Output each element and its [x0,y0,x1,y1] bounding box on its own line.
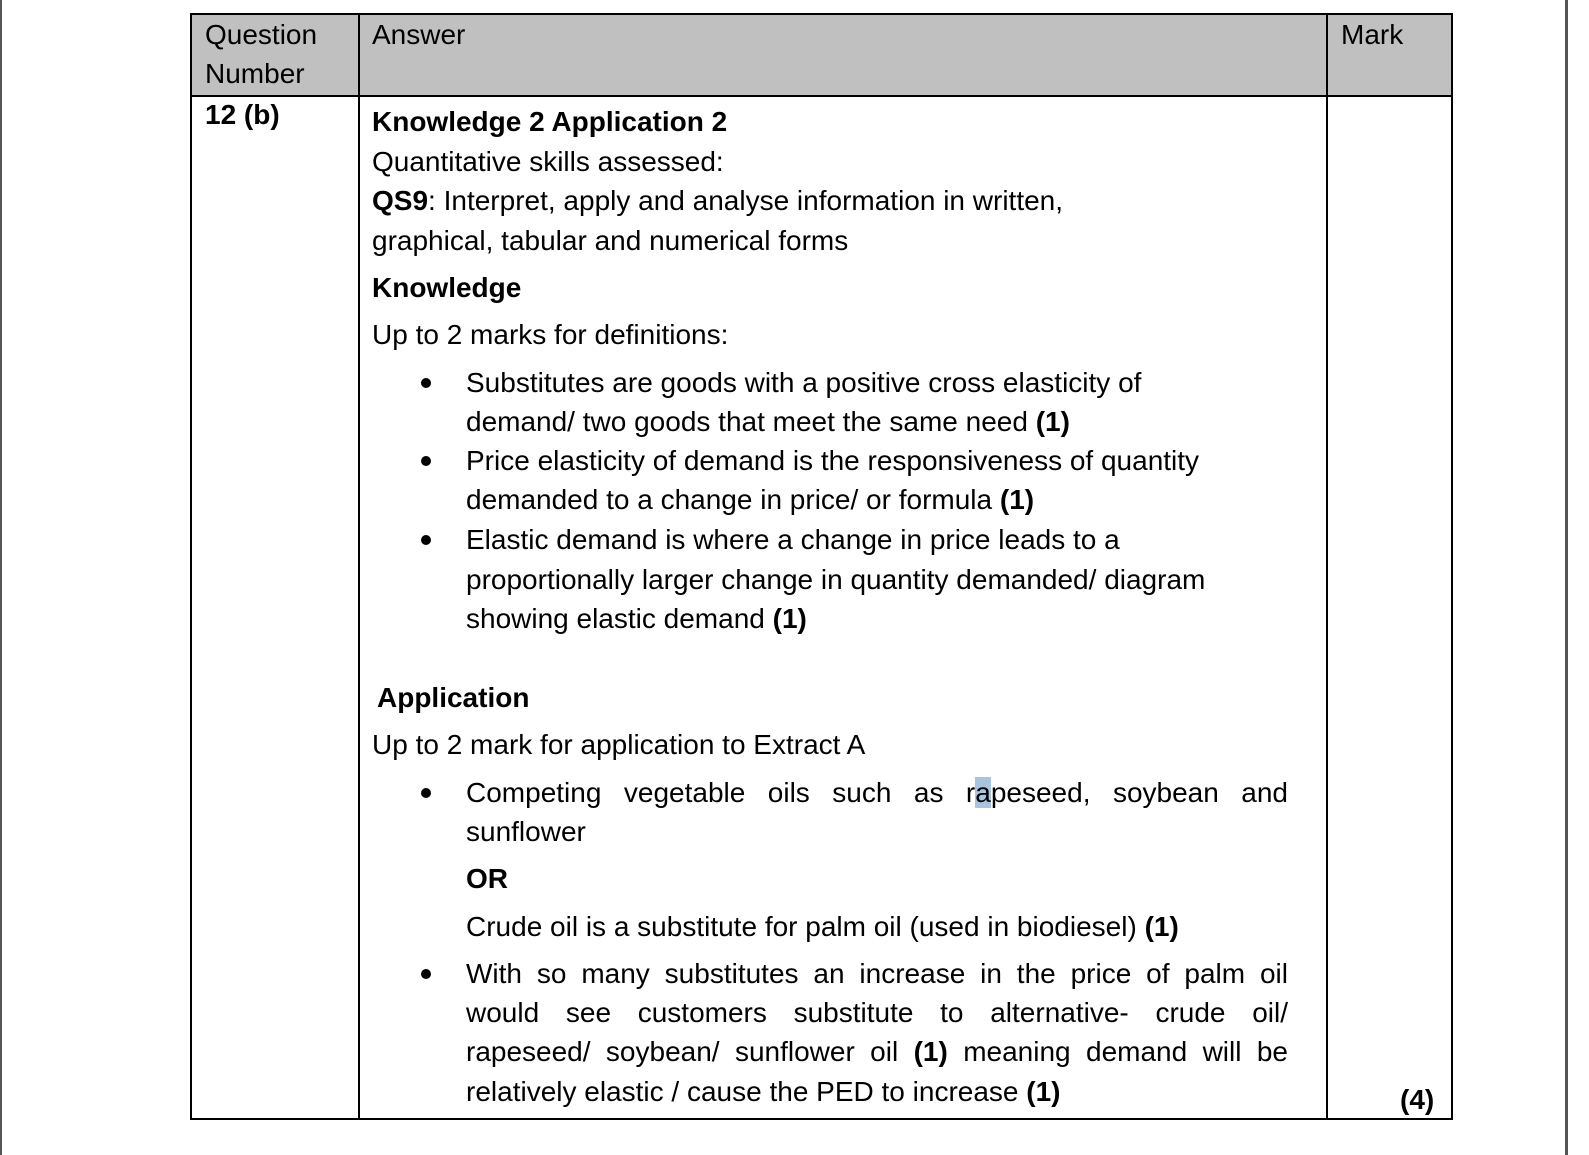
mark-value: (1) [772,603,807,634]
app-bullet-2-line2: would see customers substitute to alternative- crude oil/ [466,997,1288,1028]
knowledge-bullet-1-line2 [466,402,1070,442]
mark-value: (1) [1035,406,1070,437]
application-heading: Application [377,682,530,713]
mark-value: (1) [999,484,1035,515]
text: Crude oil is a substitute for palm oil (used in biodiesel) [466,911,1145,942]
text: showing elastic demand [466,603,773,634]
app-bullet-2: With so many substitutes an increase in the price of palm oil [466,958,1288,989]
bullet-icon [421,378,431,388]
app-bullet-1-alt [466,907,1179,947]
qs-intro: Quantitative skills assessed: [372,146,724,177]
knowledge-bullet-2: Price elasticity of demand is the responsiveness of quantity [466,445,1200,476]
mark-value: (1) [913,1036,948,1067]
header-question: Question [205,19,318,50]
question-number: 12 (b) [205,99,280,130]
header-mark: Mark [1341,19,1404,50]
mark-value: (1) [1026,1076,1061,1107]
application-intro: Up to 2 mark for application to Extract A [372,729,866,760]
app-bullet-1-line2: sunflower [466,816,586,847]
knowledge-intro: Up to 2 marks for definitions: [372,319,729,350]
text: demand/ two goods that meet the same need [466,406,1036,437]
text: meaning demand will be [947,1036,1288,1067]
knowledge-bullet-3: Elastic demand is where a change in price leads to a [466,524,1120,555]
column-divider [358,15,360,1118]
qs-line [372,181,1063,221]
text: Competing vegetable oils such as r [466,777,976,808]
page-edge-left [0,0,2,1155]
text: demanded to a change in price/ or formula [466,484,1000,515]
mark-value: (1) [1144,911,1179,942]
page-edge-right [1565,0,1589,1155]
bullet-icon [421,456,431,466]
text: peseed, soybean and [990,777,1288,808]
bullet-icon [421,788,431,798]
app-bullet-1 [466,773,1288,813]
text: rapeseed/ soybean/ sunflower oil [466,1036,914,1067]
app-bullet-2-line4 [466,1072,1061,1112]
bullet-icon [421,535,431,545]
selected-text: a [975,777,991,808]
knowledge-bullet-2-line2 [466,480,1034,520]
knowledge-heading: Knowledge [372,272,522,303]
answer-title: Knowledge 2 Application 2 [372,106,728,137]
header-number: Number [205,58,305,89]
text: relatively elastic / cause the PED to increase [466,1076,1027,1107]
knowledge-bullet-3-line2: proportionally larger change in quantity demanded/ diagram [466,564,1206,595]
or-label: OR [466,863,508,894]
column-divider [1326,15,1328,1118]
bullet-icon [421,969,431,979]
qs-text-2: graphical, tabular and numerical forms [372,225,849,256]
knowledge-bullet-3-line3 [466,599,807,639]
header-answer: Answer [372,19,466,50]
app-bullet-2-line3 [466,1032,1288,1072]
total-mark: (4) [1400,1084,1435,1115]
knowledge-bullet-1: Substitutes are goods with a positive cross elasticity of [466,367,1142,398]
qs-code: QS9 [372,185,429,216]
qs-text: : Interpret, apply and analyse information in written, [428,185,1064,216]
